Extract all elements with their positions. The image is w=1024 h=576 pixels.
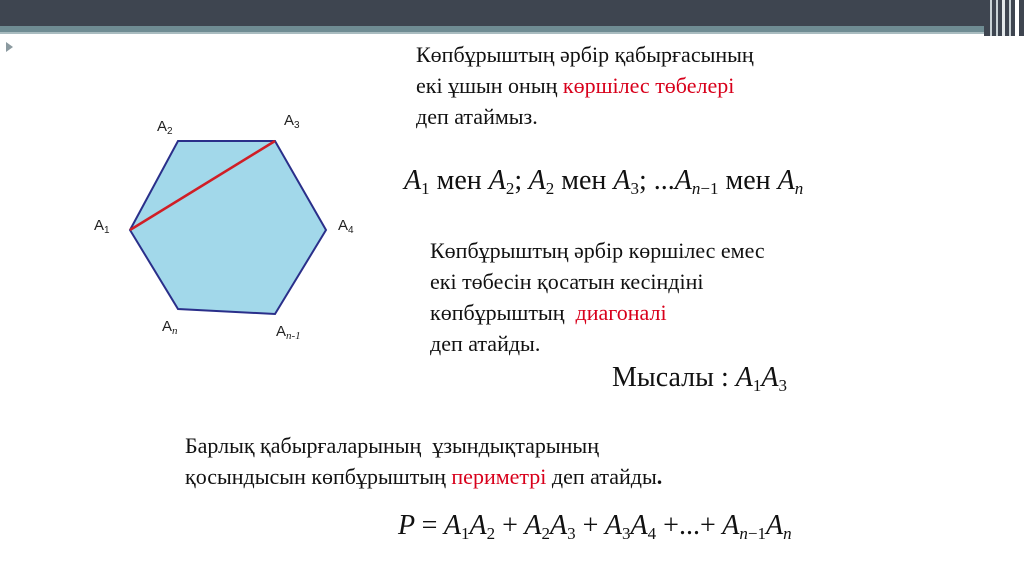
vertex-label-an: $A_n$: [162, 318, 178, 337]
vertex-label-a1: $A_1$: [94, 217, 110, 236]
perimeter-highlight: периметрі: [451, 464, 547, 489]
corner-stripes-decoration: [984, 0, 1024, 36]
header-accent-line-thin: [0, 32, 1024, 34]
diagonal-line-2: екі төбесін қосатын кесіндіні: [430, 269, 704, 294]
vertex-label-a4: $A_4$: [338, 217, 354, 236]
perimeter-line-1: Барлық қабырғаларының ұзындықтарының: [185, 433, 599, 458]
vertex-label-a3: $A_3$: [284, 112, 300, 131]
example-formula: Мысалы : $A_1A_3$: [612, 362, 787, 395]
perimeter-definition: [185, 430, 662, 492]
vertex-label-an-1: $A_{n-1}$: [276, 323, 301, 342]
vertex-label-a2: $A_2$: [157, 118, 173, 137]
neighbors-highlight: көршілес төбелері: [562, 73, 735, 98]
neighbors-definition: [416, 39, 754, 132]
header-bar: [0, 0, 1024, 26]
perimeter-line-2: қосындысын көпбұрыштың периметрі деп атайды.: [185, 464, 663, 489]
hexagon-shape: [130, 141, 326, 314]
neighbors-line-3: деп атаймыз.: [416, 104, 538, 129]
diagonal-line-3: көпбұрыштың диагоналі: [430, 300, 667, 325]
slide-arrow-icon: [6, 42, 13, 52]
neighbors-formula: $A_1$ мен $A_2$; $A_2$ мен $A_3$; $...A_{n-1}$ мен $A_n$: [404, 165, 804, 198]
diagonal-highlight: диагоналі: [575, 300, 667, 325]
neighbors-line-1: Көпбұрыштың әрбір қабырғасының: [416, 42, 754, 67]
diagonal-definition: [430, 235, 765, 359]
diagonal-line-1: Көпбұрыштың әрбір көршілес емес: [430, 238, 765, 263]
diagonal-line-4: деп атайды.: [430, 331, 541, 356]
neighbors-line-2: екі ұшын оның көршілес төбелері: [416, 73, 735, 98]
hexagon-figure: [100, 110, 360, 350]
perimeter-formula: $P = A_1A_2 + A_2A_3 + A_3A_4$ +...+ $A_{n-1}A_n$: [398, 510, 792, 543]
